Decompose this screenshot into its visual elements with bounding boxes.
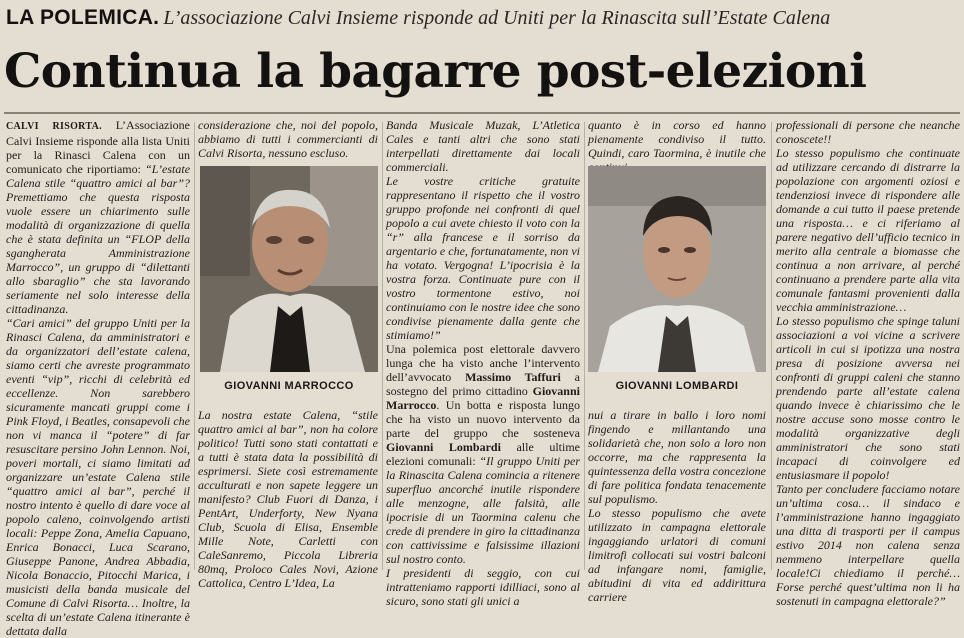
quote-text: “L’estate Calena stile “quattro amici al bar”? Premettiamo che questa risposta vuole essere un chiarimento sulle modalità di organizzazione di quella che è stata definita un “FLOP della sgangherata Amministrazione Marrocco”, un gruppo di “dilettanti allo sbaraglio” che sta lavorando seriamente nel solo interesse della cittadinanza. (6, 162, 191, 316)
paragraph: considerazione che, noi del popolo, abbiamo di tutti i commercianti di Calvi Risorta, nessuno escluso. (198, 118, 378, 160)
kicker (6, 4, 960, 32)
paragraph: I presidenti di seggio, con cui intratteniamo rapporti idilliaci, sono al sicuro, sono stati gli unici a (386, 566, 580, 608)
portrait-photo-lombardi (588, 166, 766, 372)
paragraph: La nostra estate Calena, “stile quattro amici al bar”, non ha colore politico! Tutti sono stati contattati e a tutti è stata data la possibilità di esprimersi. Siete così estremamente acculturati e non sapete leggere un manifesto? Club Fuori di Danza, i PentArt, Underforty, New Nyana Club, Scuola di Elisa, Ensemble Mille Note, Carletti con CaleSanremo, Piccola Libreria 80mq, Proloco Cales Novi, Azione Cattolica, Centro L’Idea, La (198, 408, 378, 590)
column-divider (194, 122, 195, 570)
portrait-photo-marrocco (200, 166, 378, 372)
article-column-3 (386, 118, 581, 608)
article-column-1 (6, 118, 191, 638)
column-4-lower (588, 408, 766, 604)
person-name: Giovanni Lombardi (386, 440, 501, 454)
paragraph: nui a tirare in ballo i loro nomi fingendo e millantando una solidarietà che, non solo a loro non occorre, ma che rappresenta la quintessenza della vostra concezione di fare politica fondata tenacemente sul populismo. (588, 408, 766, 506)
dateline: CALVI RISORTA. (6, 121, 102, 132)
column-divider (771, 122, 772, 570)
paragraph: “Cari amici” del gruppo Uniti per la Rinasci Calena, da amministratori e da organizzatori dell’estate calena, siamo certi che avreste programmato eventi “vip”, ricchi di celebrità ed eccellenze. Non sarebbero sicuramente mancati gruppi come i Pink Floyd, i Beatles, consapevoli che non vi manca il “potere” di far resuscitare persino John Lennon. Noi, poveri mortali, ci siamo limitati ad organizzare un’estate Calena stile “quattro amici al bar”, perché il nostro intento è quello di dare voce al popolo caleno, coinvolgendo artisti locali: Peppe Zona, Amelia Capuano, Enrica Bonacci, Luca Scarano, Giuseppe Panone, Andrea Abbadia, Nicola Bonaccio, Pitocchi Marica, i musicisti della banda musicale del Comune di Calvi Risorta… Inoltre, la scelta di un’estate Calena itinerante è dettata dalla (6, 316, 190, 638)
body-text: a sostegno del primo cittadino (386, 370, 580, 398)
person-name: Giovanni Marrocco (386, 384, 580, 412)
paragraph: professionali di persone che neanche conoscete!! (776, 118, 960, 146)
quote-text: “Il gruppo Uniti per la Rinascita Calena comincia a ritenere superfluo ancorché inutile rispondere alle menzogne, alle falsità, alle ipocrisie di un Taormina calenu che crede di prendere in giro la cittadinanza con cattivissime e falsissime illazioni sul nostro conto. (386, 454, 581, 566)
article-column-5 (776, 118, 960, 608)
photo-caption: GIOVANNI MARROCCO (200, 375, 378, 397)
person-name: Massimo Taffuri (465, 370, 561, 384)
paragraph: Le vostre critiche gratuite rappresentano il rispetto che il vostro gruppo profonde nei confronti di quel popolo a cui avete chiesto il voto con la “r” alla francese e il sorriso da argentario e che, fortunatamente, non vi ha votato. Vergogna! L’ipocrisia è la vostra forza. Continuate pure con il vostro tormentone estivo, noi continuiamo con le nostre idee che sono condivise pienamente dalla gente che stimiamo!” (386, 174, 580, 342)
portrait-image (588, 166, 766, 372)
paragraph: quanto è in corso ed hanno pienamente condiviso il tutto. Quindi, caro Taormina, è inutile che (588, 118, 766, 160)
paragraph: Lo stesso populismo che spinge taluni associazioni a voi vicine a scrivere articoli in cui si ipotizza una nostra presa di posizione avversa nei confronti di gruppi caleni che stanno prendendo parte all’estate calena quando invece è chiarissimo che le nostre accuse sono mosse contro le modalità organizzative degli amministratori che sono stati incapaci di coinvolgere ed entusiasmare il popolo! (776, 314, 960, 482)
headline: Continua la bagarre post-elezioni (4, 44, 867, 99)
lead-text: L’Associazione Calvi Insieme risponde alla lista Uniti per la Rinasci Calena con un comunicato che riportiamo: (6, 118, 190, 176)
paragraph (6, 118, 190, 316)
kicker-subtitle: L’associazione Calvi Insieme risponde ad Uniti per la Rinascita sull’Estate Calena (163, 7, 831, 29)
portrait-image (200, 166, 378, 372)
body-text: . Un botta e risposta lungo che ha visto un nuovo intervento da parte del gruppo che sosteneva (386, 398, 580, 440)
paragraph (386, 342, 580, 566)
column-divider (584, 122, 585, 570)
photo-caption: GIOVANNI LOMBARDI (588, 375, 766, 397)
paragraph: Lo stesso populismo che continuate ad utilizzare cercando di distrarre la popolazione con argomenti oziosi e tendenziosi invece di rispondere alle domande a cui tutto il paese pretende una risposta… e ci riferiamo al parere negativo dell’ufficio tecnico in merito alla centrale a biomasse che continua a non arrivare, al perché continuano a prendere parte alla vita comunale fantasmi provenienti dalla vecchia amministrazione… (776, 146, 960, 314)
paragraph: Lo stesso populismo che avete utilizzato in campagna elettorale ingaggiando urlatori di comuni limitrofi collocati sui vostri balconi ad infangare nomi, famiglie, abitudini di vita ed addirittura carriere (588, 506, 766, 604)
column-divider (382, 122, 383, 570)
kicker-label: LA POLEMICA. (6, 6, 160, 29)
paragraph: Tanto per concludere facciamo notare un’ultima cosa… il sindaco e l’amministrazione hanno ingaggiato una ditta di trasporti per il campus estivo 2014 non calena senza nemmeno interpellare quella locale!Ci chiediamo il perché… Forse perché quest’ultima non li ha sostenuti in campagna elettorale?” (776, 482, 960, 608)
body-text: alle ultime elezioni comunali: (386, 440, 581, 468)
body-text: Una polemica post elettorale davvero lunga che ha visto anche l’intervento dell’avvocato (386, 342, 580, 384)
headline-rule (4, 112, 960, 114)
paragraph: Banda Musicale Muzak, L’Atletica Cales e tanti altri che sono stati interpellati direttamente dai locali commerciali. (386, 118, 580, 174)
